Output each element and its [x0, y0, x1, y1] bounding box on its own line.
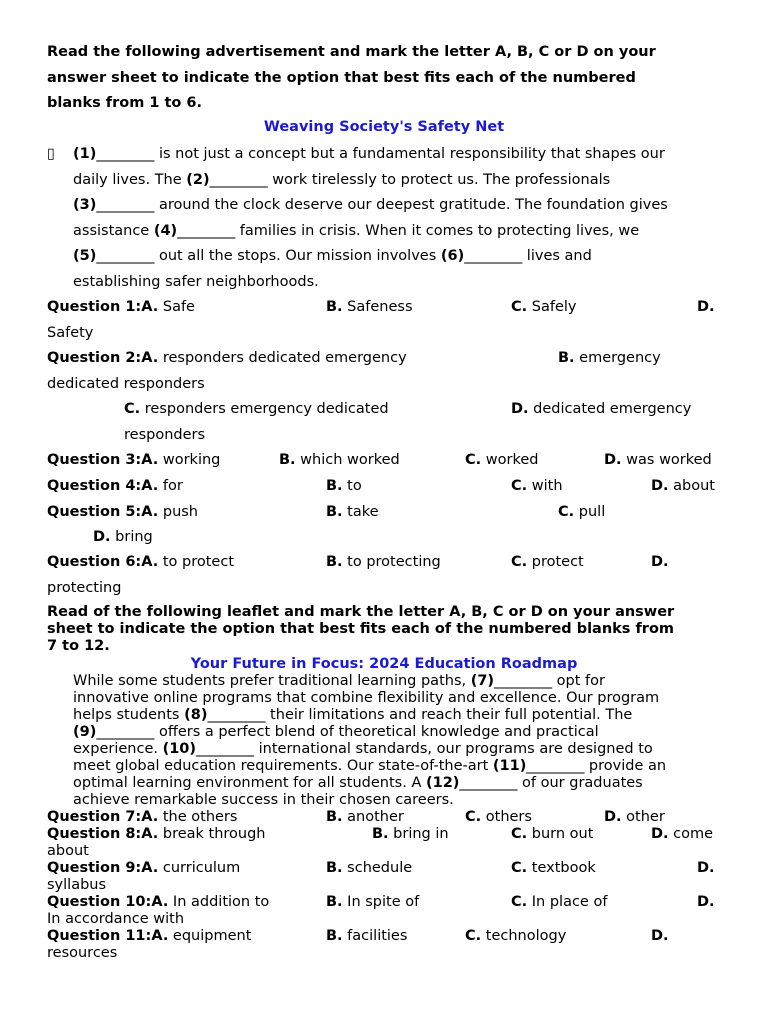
- question-4-option-c: C. with: [511, 478, 563, 494]
- question-10: Question 10:A. In addition to: [47, 894, 270, 910]
- question-1-option-c: C. Safely: [511, 299, 577, 315]
- question-2-option-c: C. responders emergency dedicated: [124, 401, 389, 417]
- question-7-option-c: C. others: [465, 809, 532, 825]
- question-4-option-d: D. about: [651, 478, 715, 494]
- passage-line: While some students prefer traditional learning paths, (7)________ opt for: [73, 673, 605, 689]
- question-8-option-d-text: about: [47, 843, 89, 859]
- passage-line: experience. (10)________ international standards, our programs are designed to: [73, 741, 653, 757]
- passage-line: (1)________ is not just a concept but a fundamental responsibility that shapes our: [73, 146, 665, 162]
- question-8: Question 8:A. break through: [47, 826, 266, 842]
- question-7-option-b: B. another: [326, 809, 404, 825]
- bullet-box-icon: ▯: [47, 146, 55, 162]
- question-9: Question 9:A. curriculum: [47, 860, 241, 876]
- question-10-option-d-text: In accordance with: [47, 911, 185, 927]
- instruction-line: Read the following advertisement and mark the letter A, B, C or D on your: [47, 44, 656, 60]
- question-1-option-d-text: Safety: [47, 325, 94, 341]
- question-8-option-d: D. come: [651, 826, 714, 842]
- question-6-option-d-text: protecting: [47, 580, 122, 596]
- instruction-line: sheet to indicate the option that best fits each of the numbered blanks from: [47, 621, 675, 637]
- passage-line: meet global education requirements. Our state-of-the-art (11)________ provide an: [73, 758, 667, 774]
- question-9-option-c: C. textbook: [511, 860, 596, 876]
- question-11-option-b: B. facilities: [326, 928, 408, 944]
- question-9-option-d-text: syllabus: [47, 877, 107, 893]
- question-10-option-b: B. In spite of: [326, 894, 420, 910]
- question-7-option-d: D. other: [604, 809, 665, 825]
- question-9-option-d: D.: [697, 860, 715, 876]
- passage-line: achieve remarkable success in their chosen careers.: [73, 792, 454, 808]
- question-2-option-b-text: dedicated responders: [47, 376, 205, 392]
- passage-line: daily lives. The (2)________ work tirelessly to protect us. The professionals: [73, 172, 611, 188]
- question-6-option-c: C. protect: [511, 554, 584, 570]
- question-3-option-c: C. worked: [465, 452, 539, 468]
- question-8-option-b: B. bring in: [372, 826, 449, 842]
- question-1: Question 1:A. Safe: [47, 299, 195, 315]
- question-10-option-d: D.: [697, 894, 715, 910]
- question-2-option-d-text: responders: [124, 427, 206, 443]
- passage-line: optimal learning environment for all students. A (12)________ of our graduates: [73, 775, 643, 791]
- question-2-option-d: D. dedicated emergency: [511, 401, 692, 417]
- question-7: Question 7:A. the others: [47, 809, 238, 825]
- question-11: Question 11:A. equipment: [47, 928, 252, 944]
- question-1-option-d: D.: [697, 299, 715, 315]
- passage-line: (5)________ out all the stops. Our mission involves (6)________ lives and: [73, 248, 592, 264]
- instruction-line: blanks from 1 to 6.: [47, 95, 203, 111]
- question-3-option-b: B. which worked: [279, 452, 400, 468]
- passage-line: establishing safer neighborhoods.: [73, 274, 319, 290]
- instruction-line: Read of the following leaflet and mark the letter A, B, C or D on your answer: [47, 604, 675, 620]
- question-2-option-b: B. emergency: [558, 350, 661, 366]
- question-11-option-d: D.: [651, 928, 669, 944]
- question-5-option-b: B. take: [326, 504, 379, 520]
- question-4-option-b: B. to: [326, 478, 362, 494]
- question-6: Question 6:A. to protect: [47, 554, 235, 570]
- question-11-option-c: C. technology: [465, 928, 567, 944]
- instruction-line: answer sheet to indicate the option that best fits each of the numbered: [47, 70, 636, 86]
- question-3-option-d: D. was worked: [604, 452, 712, 468]
- question-11-option-d-text: resources: [47, 945, 118, 961]
- question-5: Question 5:A. push: [47, 504, 198, 520]
- passage-line: (3)________ around the clock deserve our deepest gratitude. The foundation gives: [73, 197, 668, 213]
- question-6-option-d: D.: [651, 554, 669, 570]
- question-10-option-c: C. In place of: [511, 894, 608, 910]
- instruction-line: 7 to 12.: [47, 638, 110, 654]
- passage-line: assistance (4)________ families in crisis. When it comes to protecting lives, we: [73, 223, 640, 239]
- question-2: Question 2:A. responders dedicated emergency: [47, 350, 407, 366]
- question-1-option-b: B. Safeness: [326, 299, 413, 315]
- question-5-option-c: C. pull: [558, 504, 606, 520]
- question-6-option-b: B. to protecting: [326, 554, 441, 570]
- passage-line: (9)________ offers a perfect blend of theoretical knowledge and practical: [73, 724, 599, 740]
- question-9-option-b: B. schedule: [326, 860, 413, 876]
- passage-line: helps students (8)________ their limitations and reach their full potential. The: [73, 707, 633, 723]
- passage-title: Weaving Society's Safety Net: [263, 119, 505, 135]
- question-3: Question 3:A. working: [47, 452, 221, 468]
- question-8-option-c: C. burn out: [511, 826, 594, 842]
- question-5-option-d: D. bring: [93, 529, 153, 545]
- passage-line: innovative online programs that combine flexibility and excellence. Our program: [73, 690, 660, 706]
- question-4: Question 4:A. for: [47, 478, 183, 494]
- passage-title: Your Future in Focus: 2024 Education Roadmap: [190, 656, 578, 672]
